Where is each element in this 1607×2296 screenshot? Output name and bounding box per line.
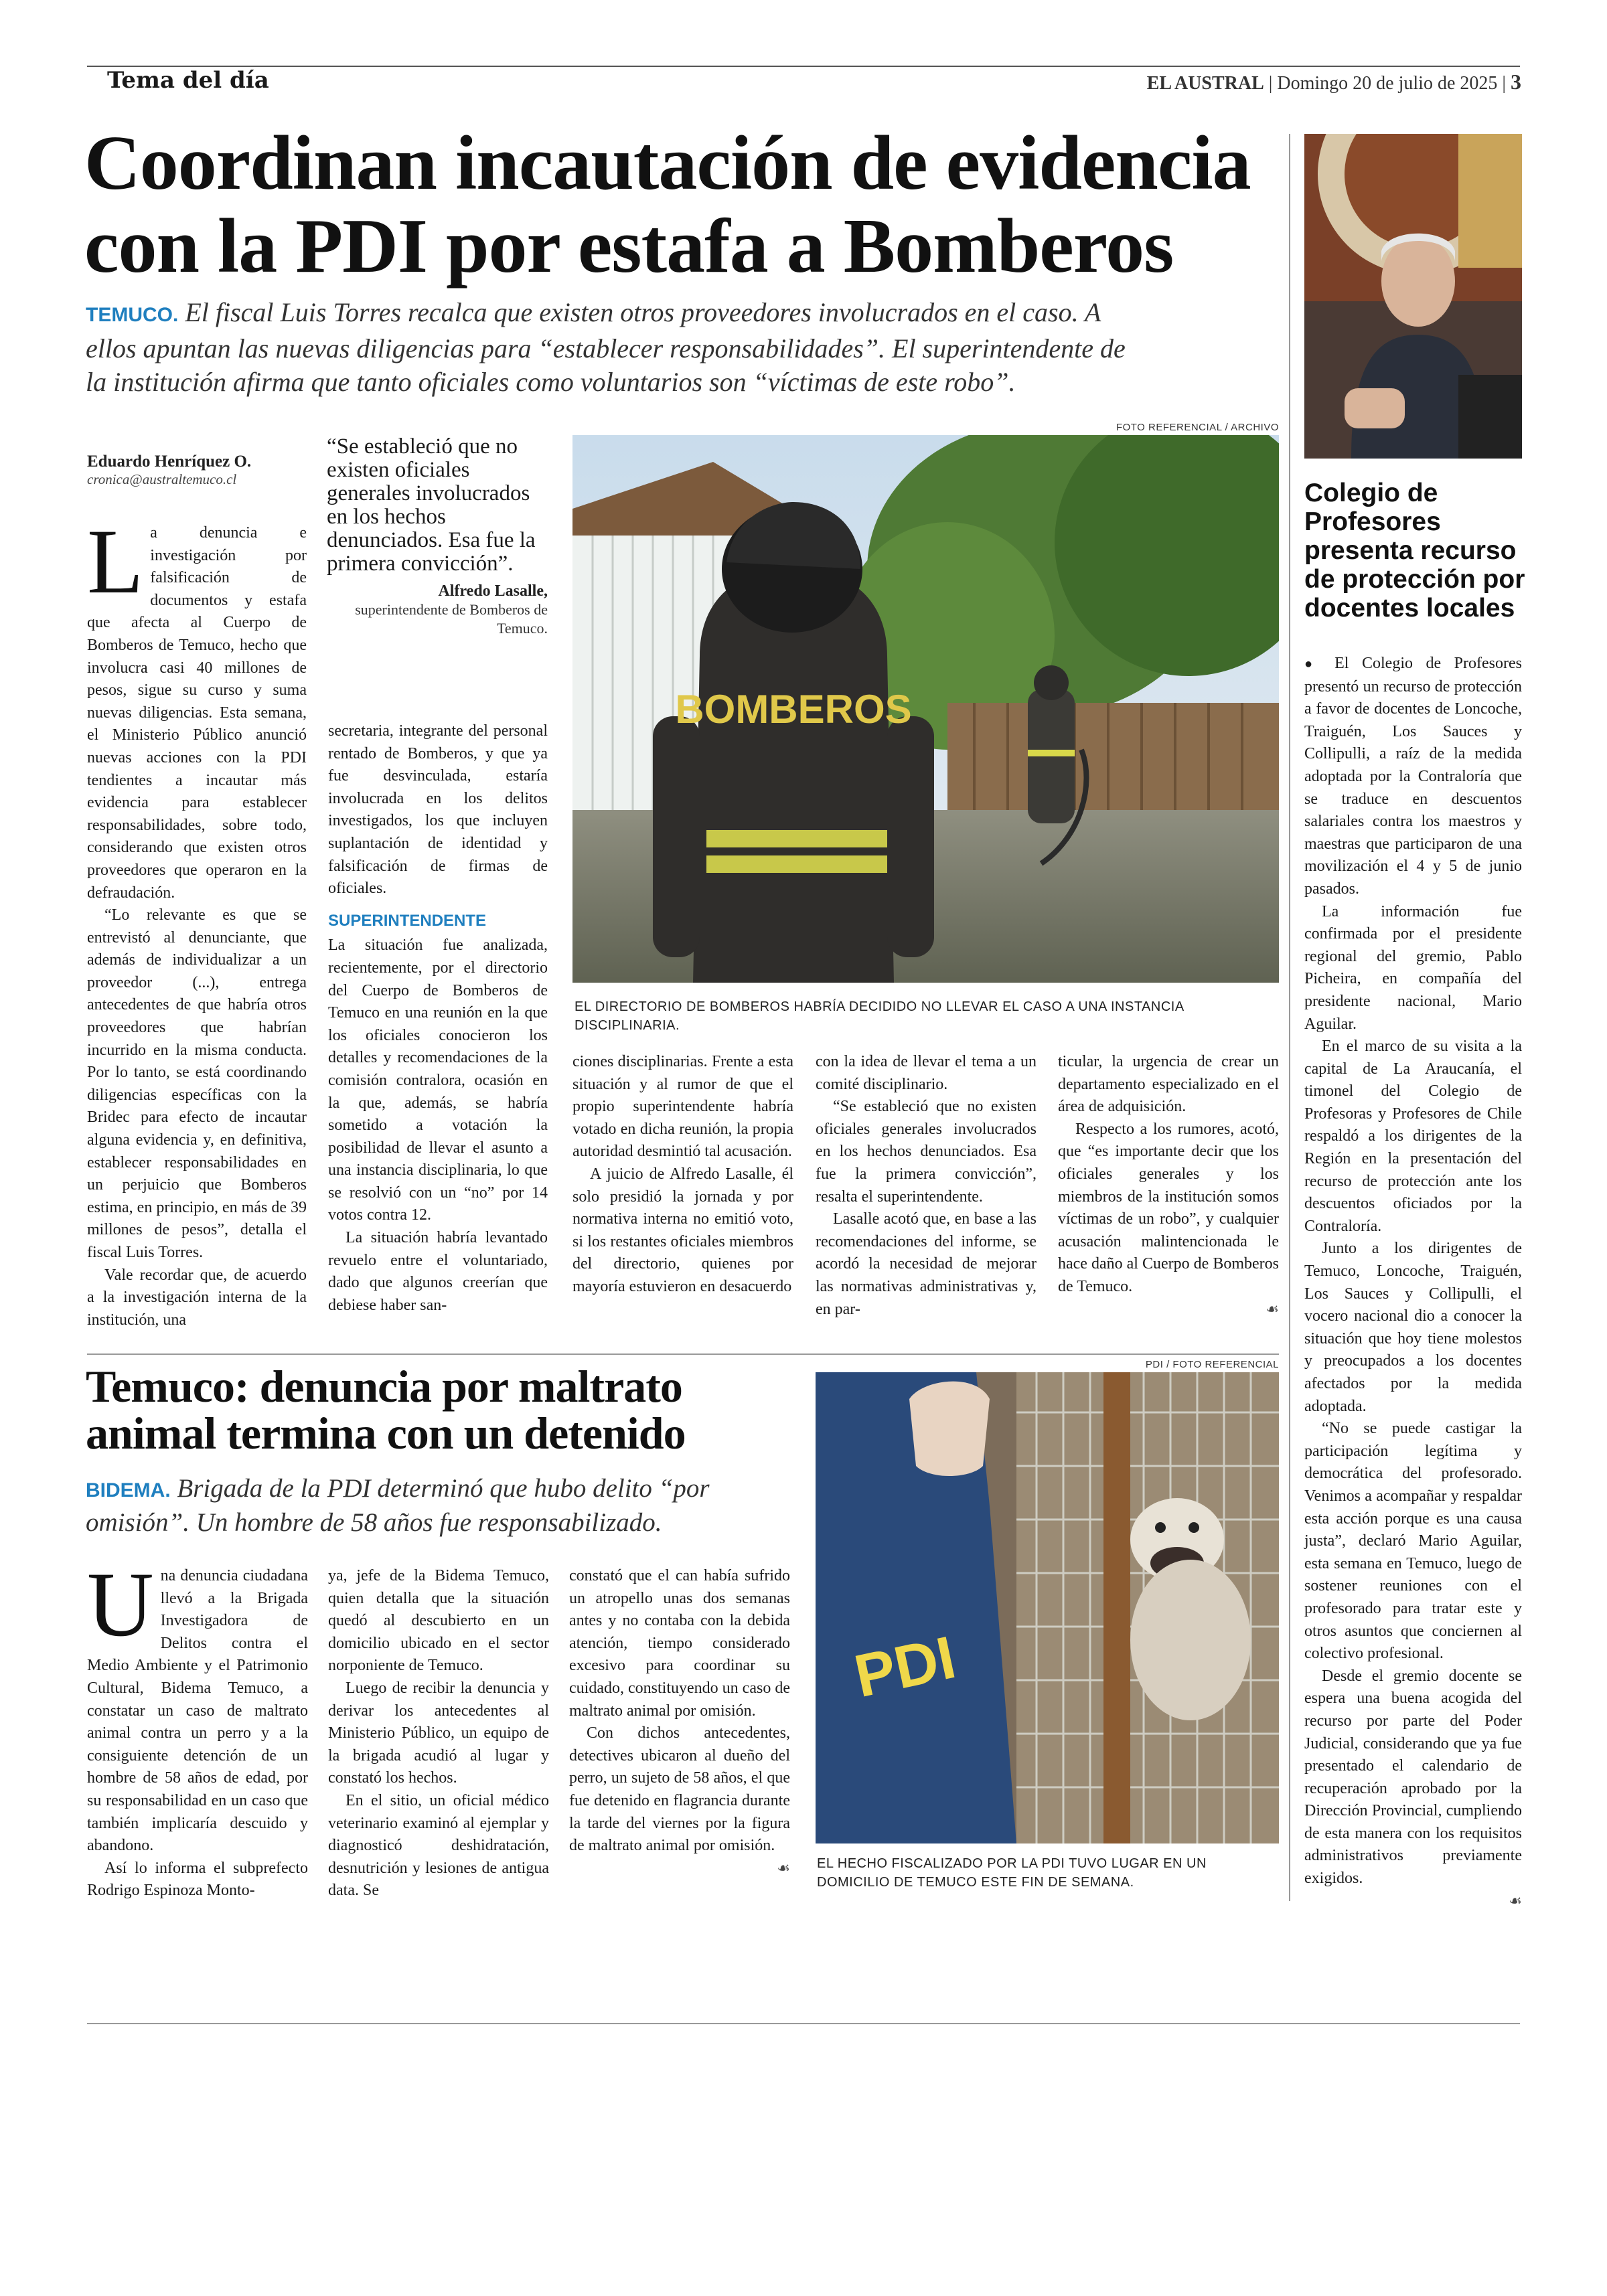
second-end-mark: ☙ bbox=[777, 1860, 790, 1877]
second-photo-caption: EL HECHO FISCALIZADO POR LA PDI TUVO LUGAR EN UN DOMICILIO DE TEMUCO ESTE FIN DE SEMANA. bbox=[817, 1856, 1207, 1890]
second-dropcap: U bbox=[87, 1553, 154, 1655]
main-column-5 bbox=[1058, 1051, 1279, 1321]
main-column-1 bbox=[87, 510, 307, 1331]
main-col5-p2: Respecto a los rumores, acotó, que “es importante decir que los oficiales generales y los miembros de la institución somos víctimas de un robo”, y cualquier acusación malintencionada le hace daño al Cuerpo de Bomberos de Temuco. bbox=[1058, 1120, 1279, 1295]
main-col2-p2: La situación fue analizada, recientemente, por el directorio del Cuerpo de Bomberos de Temuco en una reunión en la que los oficiales conocieron los detalles y recomendaciones de la comisión contralora, ocasión en la que, además, se habría sometido a votación la posibilidad de llevar el asunto a una instancia disciplinaria, lo que se resolvió con un “no” por 14 votos contra 12. bbox=[328, 936, 548, 1224]
dog-photo-illustration bbox=[816, 1372, 1279, 1843]
main-lead-line3: la institución afirma que tanto oficiales como voluntarios son “víctimas de este robo”. bbox=[86, 367, 1016, 397]
main-col3-p2: A juicio de Alfredo Lasalle, él solo presidió la jornada y por normativa interna no emitió voto, si los restantes oficiales miembros del directorio, quienes por mayoría estuvieron en desacuerdo bbox=[572, 1165, 793, 1295]
sidebar-end-mark: ☙ bbox=[1509, 1892, 1522, 1910]
sidebar-photo bbox=[1304, 134, 1522, 459]
jacket-text: BOMBEROS bbox=[675, 687, 912, 732]
second-col2-p1: ya, jefe de la Bidema Temuco, quien detalla que la situación quedó al descubierto en un domicilio ubicado en el sector norponiente de Temuco. bbox=[328, 1567, 549, 1675]
sidebar-title bbox=[1304, 479, 1525, 623]
firefighter-photo-illustration bbox=[572, 435, 1279, 983]
second-column-3 bbox=[569, 1565, 790, 1880]
pull-quote-text: “Se estableció que no existen oficiales generales involucrados en los hechos denunciados. Esa fue la primera convicción”. bbox=[327, 434, 536, 576]
sidebar-title-line3: presenta recurso bbox=[1304, 536, 1517, 565]
main-column-4 bbox=[816, 1051, 1037, 1321]
bottom-rule bbox=[87, 2023, 1520, 2024]
second-column-2 bbox=[328, 1565, 549, 1902]
second-headline bbox=[86, 1363, 795, 1457]
second-col2-p2: Luego de recibir la denuncia y derivar los antecedentes al Ministerio Público, un equipo de la brigada acudió al lugar y constató los hechos. bbox=[328, 1679, 549, 1787]
second-column-1 bbox=[87, 1553, 308, 1902]
sidebar-p2: La información fue confirmada por el presidente regional del gremio, Pablo Picheira, en compañía del presidente nacional, Mario Aguilar. bbox=[1304, 902, 1522, 1033]
second-col2-p3: En el sitio, un oficial médico veterinario examinó al ejemplar y diagnosticó deshidratación, desnutrición y lesiones de antigua data. Se bbox=[328, 1791, 549, 1900]
main-col4-p1: con la idea de llevar el tema a un comité disciplinario. bbox=[816, 1053, 1037, 1093]
main-col2-p1: secretaria, integrante del personal rentado de Bomberos, y que ya fue desvinculada, estaría involucrada en los delitos investigados, los que incluyen suplantación de identidad y falsificación de firmas de oficiales. bbox=[328, 722, 548, 898]
byline: Eduardo Henríquez O. bbox=[87, 453, 252, 471]
separator: | bbox=[1502, 73, 1511, 94]
second-lead bbox=[86, 1473, 809, 1539]
second-headline-line1: Temuco: denuncia por maltrato bbox=[86, 1361, 682, 1412]
byline-block bbox=[87, 453, 315, 488]
main-end-mark: ☙ bbox=[1266, 1301, 1279, 1318]
pull-quote-author: Alfredo Lasalle, bbox=[438, 582, 548, 600]
sidebar-body bbox=[1304, 653, 1522, 1912]
author-email[interactable]: cronica@australtemuco.cl bbox=[87, 471, 237, 487]
main-lead-line1: El fiscal Luis Torres recalca que existen otros proveedores involucrados en el caso. A bbox=[178, 297, 1101, 327]
header-rule bbox=[87, 66, 1520, 67]
main-col2-p3: La situación habría levantado revuelo entre el voluntariado, dado que algunos creerían que debiese haber san- bbox=[328, 1229, 548, 1314]
sidebar-p6: Desde el gremio docente se espera una buena acogida del recurso por parte del Poder Judicial, considerando que ya fue presentado el calendario de recuperación aprobado por la Dirección Provincial, cumpliendo de esta manera con los requisitos administrativos previamente exigidos. bbox=[1304, 1667, 1522, 1888]
second-kicker: BIDEMA. bbox=[86, 1479, 171, 1501]
main-lead-line2: ellos apuntan las nuevas diligencias para “establecer responsabilidades”. El superintendente de bbox=[86, 333, 1126, 363]
second-lead-line2: omisión”. Un hombre de 58 años fue responsabilizado. bbox=[86, 1508, 662, 1537]
main-col1-p1: a denuncia e investigación por falsificación de documentos y estafa que afecta al Cuerpo de Bomberos de Temuco, hecho que involucra casi 40 millones de pesos, sigue su curso y suma nuevas diligencias. Esta semana, el Ministerio Público anunció nuevas acciones con la PDI tendientes a incautar más evidencia para establecer responsabilidades, sobre todo, considerando que existen otros proveedores que operaron en la defraudación. bbox=[87, 524, 307, 902]
sidebar-p1: El Colegio de Profesores presentó un recurso de protección a favor de docentes de Loncoche, Traiguén, Los Sauces y Collipulli, a raíz de la medida adoptada por la Contraloría que se traduce en descuentos salariales contra los maestros y maestras que participaron de una movilización el 4 y 5 de junio pasados. bbox=[1304, 655, 1522, 898]
sidebar-p3: En el marco de su visita a la capital de La Araucanía, el timonel del Colegio de Profesoras y Profesores de Chile respaldó a los dirigentes de la Región en la presentación del recurso de protección ante los descuentos oficiados por la Contraloría. bbox=[1304, 1038, 1522, 1235]
second-story-rule bbox=[87, 1354, 1279, 1355]
dog-photo bbox=[816, 1372, 1279, 1843]
sidebar-title-line5: docentes locales bbox=[1304, 594, 1515, 623]
publication-name: EL AUSTRAL bbox=[1146, 73, 1264, 94]
sidebar-title-line1: Colegio de bbox=[1304, 479, 1438, 507]
sidebar-p5: “No se puede castigar la participación legítima y democrática del profesorado. Venimos a acompañar y respaldar esta acción porque es una causa justa”, declaró Mario Aguilar, esta semana en Temuco, luego de sostener reuniones con el profesorado para tratar este y otros asuntos que conciernen al colectivo profesional. bbox=[1304, 1420, 1522, 1663]
second-headline-line2: animal termina con un detenido bbox=[86, 1408, 686, 1459]
main-lead bbox=[86, 296, 1278, 399]
main-col3-p1: ciones disciplinarias. Frente a esta situación y al rumor de que el propio superintendente habría votado en dicha reunión, la propia autoridad desmintió tal acusación. bbox=[572, 1053, 793, 1161]
teacher-photo-illustration bbox=[1304, 134, 1522, 459]
main-headline bbox=[84, 122, 1290, 288]
page-number: 3 bbox=[1511, 70, 1521, 94]
second-col3-p1: constató que el can había sufrido un atropello unas dos semanas antes y no contaba con la debida atención, tiempo considerado excesivo para coordinar su cuidado, constituyendo un caso de maltrato animal por omisión. bbox=[569, 1567, 790, 1720]
main-col4-p3: Lasalle acotó que, en base a las recomendaciones del informe, se acordó la necesidad de mejorar las normativas administrativas y, en par- bbox=[816, 1210, 1037, 1318]
second-col1-p2: Así lo informa el subprefecto Rodrigo Espinoza Monto- bbox=[87, 1859, 308, 1900]
main-subhead: SUPERINTENDENTE bbox=[328, 911, 487, 930]
main-photo-credit: FOTO REFERENCIAL / ARCHIVO bbox=[1116, 422, 1279, 433]
pull-quote-role: superintendente de Bomberos de Temuco. bbox=[355, 601, 548, 637]
main-kicker: TEMUCO. bbox=[86, 304, 179, 326]
main-col5-p1: ticular, la urgencia de crear un departamento especializado en el área de adquisición. bbox=[1058, 1053, 1279, 1116]
vest-text: PDI bbox=[848, 1624, 962, 1711]
sidebar-p4: Junto a los dirigentes de Temuco, Loncoche, Traiguén, Los Sauces y Collipulli, el vocero nacional dio a conocer la situación que hoy tiene molestos y preocupados a los docentes afectados por la medida adoptada. bbox=[1304, 1240, 1522, 1415]
firefighter-photo bbox=[572, 435, 1279, 983]
sidebar-title-line4: de protección por bbox=[1304, 565, 1525, 594]
main-col1-p2: “Lo relevante es que se entrevistó al denunciante, que además de individualizar a un proveedor (...), entrega antecedentes de que habría otros proveedores que habrían incurrido en la misma conducta. Por lo tanto, se está coordinando diligencias específicas con la Bridec para efecto de incautar alguna evidencia y, en definitiva, establecer responsabilidades en un perjuicio que Bomberos estima, en principio, en más de 39 millones de pesos”, detalla el fiscal Luis Torres. bbox=[87, 906, 307, 1261]
publication-date: Domingo 20 de julio de 2025 bbox=[1277, 73, 1498, 94]
sidebar-bullet: ● bbox=[1304, 657, 1322, 671]
main-headline-line2: con la PDI por estafa a Bomberos bbox=[84, 203, 1174, 289]
second-lead-line1: Brigada de la PDI determinó que hubo delito “por bbox=[170, 1474, 710, 1503]
main-photo-caption: EL DIRECTORIO DE BOMBEROS HABRÍA DECIDIDO NO LLEVAR EL CASO A UNA INSTANCIA DISCIPLINARIA. bbox=[575, 999, 1184, 1033]
main-col1-p3: Vale recordar que, de acuerdo a la investigación interna de la institución, una bbox=[87, 1266, 307, 1329]
sidebar-rule bbox=[1289, 134, 1290, 1901]
main-col4-p2: “Se estableció que no existen oficiales generales involucrados en los hechos denunciados. Esa fue la primera convicción”, resalta el superintendente. bbox=[816, 1098, 1037, 1206]
main-column-2 bbox=[328, 720, 548, 1317]
sidebar-title-line2: Profesores bbox=[1304, 507, 1441, 536]
second-photo-credit: PDI / FOTO REFERENCIAL bbox=[1145, 1359, 1279, 1370]
main-dropcap: L bbox=[87, 510, 144, 612]
pull-quote bbox=[327, 435, 548, 638]
publication-info bbox=[1147, 70, 1521, 94]
separator: | bbox=[1268, 73, 1278, 94]
second-col1-p1: na denuncia ciudadana llevó a la Brigada Investigadora de Delitos contra el Medio Ambiente y el Patrimonio Cultural, Bidema Temuco, a constatar un caso de maltrato animal contra un perro y a la consiguiente detención de un hombre de 58 años de edad, por su responsabilidad en un caso que también implicaría descuido y abandono. bbox=[87, 1567, 308, 1855]
main-column-3 bbox=[572, 1051, 793, 1299]
main-headline-line1: Coordinan incautación de evidencia bbox=[84, 120, 1251, 206]
section-label: Tema del día bbox=[107, 67, 269, 94]
second-col3-p2: Con dichos antecedentes, detectives ubicaron al dueño del perro, un sujeto de 58 años, el que fue detenido en flagrancia durante la tarde del viernes por la figura de maltrato animal por omisión. bbox=[569, 1724, 790, 1855]
